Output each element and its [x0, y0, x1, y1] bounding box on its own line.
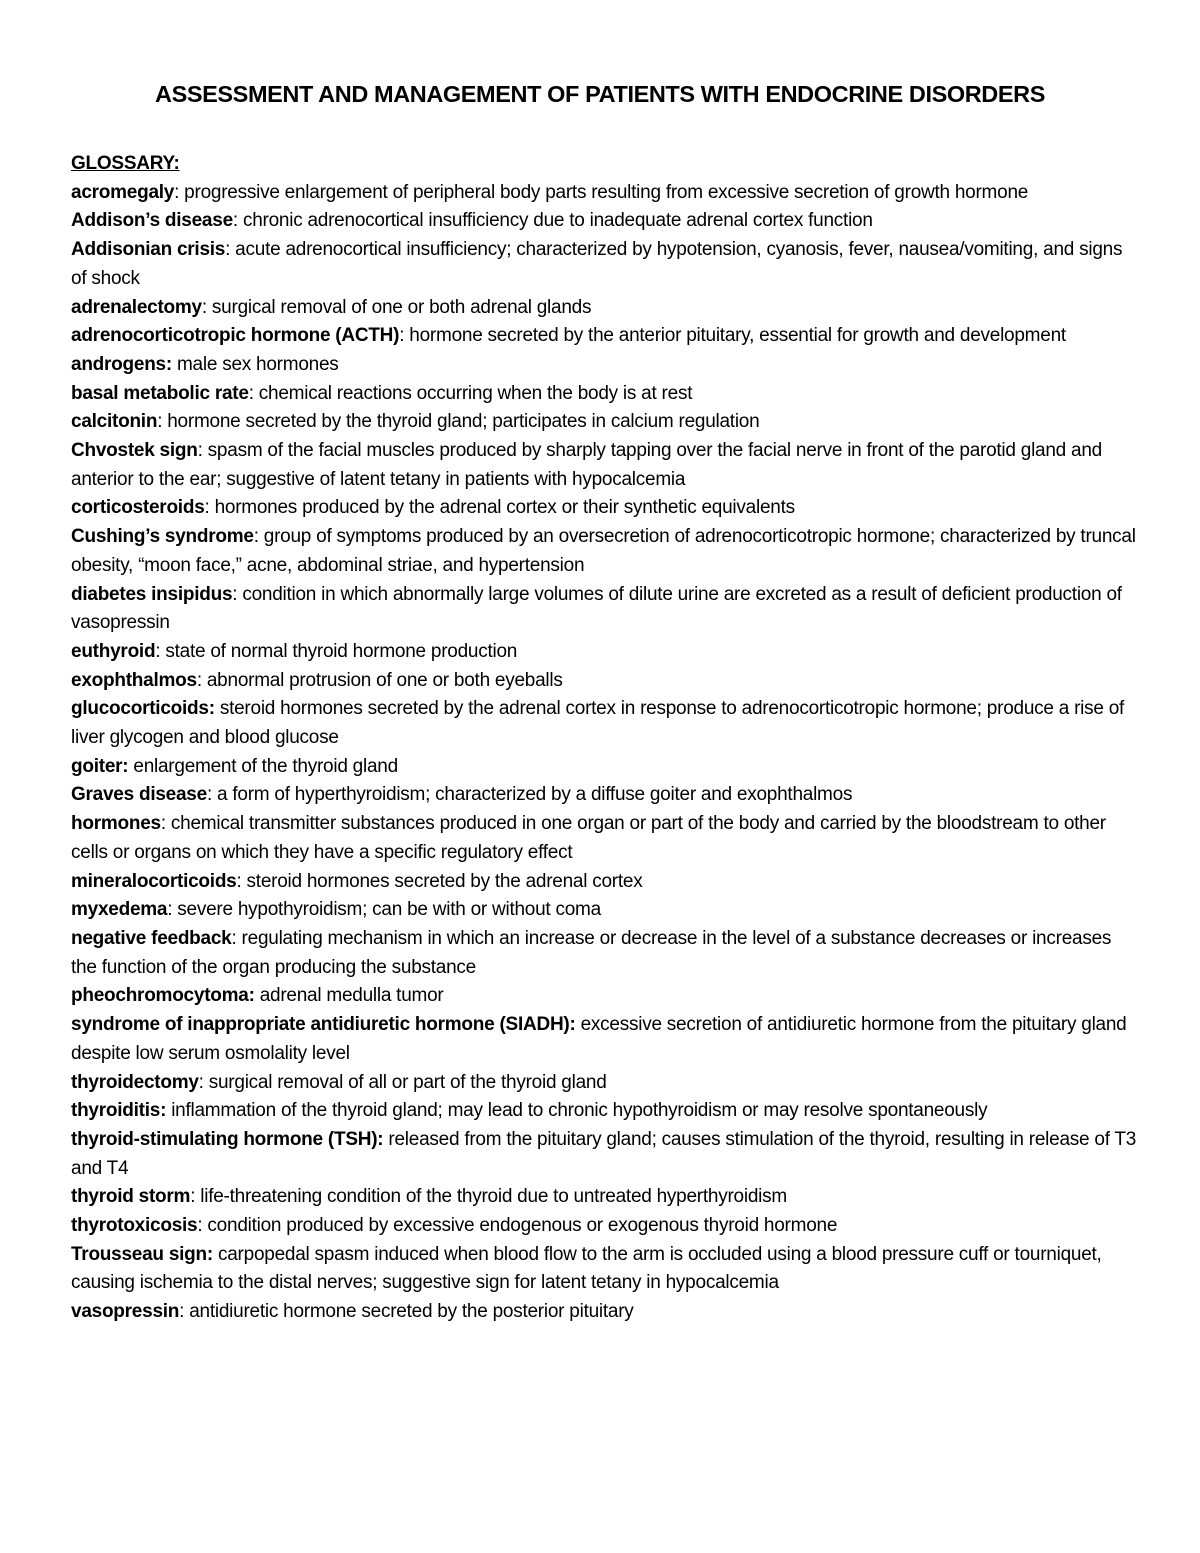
glossary-entry-thyroidectomy — [71, 1069, 1141, 1098]
glossary-definition: enlargement of the thyroid gland — [128, 755, 398, 777]
glossary-section — [71, 150, 1141, 1327]
glossary-definition: : surgical removal of one or both adrenal glands — [201, 296, 592, 318]
glossary-heading: GLOSSARY: — [71, 153, 180, 174]
glossary-definition: inflammation of the thyroid gland; may lead to chronic hypothyroidism or may resolve spontaneously — [166, 1100, 988, 1122]
glossary-term: thyroidectomy — [71, 1071, 199, 1093]
glossary-term: vasopressin — [71, 1301, 180, 1323]
glossary-definition: : chemical transmitter substances produced in one organ or part of the body and carried by the bloodstream to other cells or organs on which they have a specific regulatory effect — [71, 813, 1106, 863]
glossary-term: corticosteroids — [71, 497, 205, 519]
glossary-definition: steroid hormones secreted by the adrenal cortex in response to adrenocorticotropic hormone; produce a rise of liver glycogen and blood glucose — [71, 698, 1125, 749]
glossary-entry-diabetes-insipidus — [71, 581, 1141, 638]
glossary-term: negative feedback — [71, 927, 232, 949]
glossary-term: calcitonin — [71, 411, 158, 433]
glossary-entry-pheochromocytoma — [71, 982, 1141, 1011]
glossary-entry-adrenalectomy — [71, 294, 1141, 323]
glossary-definition: : progressive enlargement of peripheral body parts resulting from excessive secretion of growth hormone — [174, 181, 1029, 203]
glossary-definition: : chronic adrenocortical insufficiency due to inadequate adrenal cortex function — [232, 210, 873, 232]
document-title: ASSESSMENT AND MANAGEMENT OF PATIENTS WITH ENDOCRINE DISORDERS — [155, 81, 1045, 107]
glossary-term: Chvostek sign — [71, 440, 198, 462]
glossary-term: euthyroid — [71, 640, 156, 662]
glossary-term: exophthalmos — [71, 669, 197, 691]
glossary-entry-hormones — [71, 810, 1141, 867]
glossary-term: adrenocorticotropic hormone (ACTH) — [71, 325, 400, 347]
glossary-definition: : spasm of the facial muscles produced by sharply tapping over the facial nerve in front of the parotid gland and anterior to the ear; suggestive of latent tetany in patients with hypocalcemia — [71, 440, 1102, 490]
glossary-definition: : hormone secreted by the anterior pituitary, essential for growth and development — [399, 325, 1066, 347]
glossary-definition: : condition in which abnormally large volumes of dilute urine are excreted as a result of deficient production of vasopressin — [71, 583, 1122, 634]
glossary-entry-thyrotoxicosis — [71, 1212, 1141, 1241]
glossary-entry-trousseau-sign — [71, 1241, 1141, 1298]
glossary-entry-myxedema — [71, 896, 1141, 925]
glossary-entry-thyroiditis — [71, 1097, 1141, 1126]
glossary-definition: : condition produced by excessive endogenous or exogenous thyroid hormone — [197, 1215, 838, 1237]
glossary-term: glucocorticoids: — [71, 698, 215, 720]
glossary-entry-goiter — [71, 753, 1141, 782]
glossary-definition: : antidiuretic hormone secreted by the posterior pituitary — [179, 1301, 634, 1323]
glossary-term: Graves disease — [71, 784, 207, 806]
glossary-entry-graves-disease — [71, 781, 1141, 810]
glossary-definition: : chemical reactions occurring when the body is at rest — [248, 382, 693, 404]
glossary-definition: : hormone secreted by the thyroid gland; participates in calcium regulation — [157, 411, 760, 433]
glossary-term: Addison’s disease — [71, 210, 233, 232]
glossary-term: Cushing’s syndrome — [71, 526, 254, 548]
glossary-definition: male sex hormones — [171, 353, 339, 375]
glossary-term: thyrotoxicosis — [71, 1215, 198, 1237]
glossary-definition: : abnormal protrusion of one or both eyeballs — [196, 669, 563, 691]
glossary-definition: : life-threatening condition of the thyroid due to untreated hyperthyroidism — [190, 1186, 787, 1208]
glossary-definition: excessive secretion of antidiuretic hormone from the pituitary gland despite low serum osmolality level — [71, 1014, 1127, 1064]
glossary-term: hormones — [71, 813, 161, 835]
glossary-entry-mineralocorticoids — [71, 868, 1141, 897]
glossary-term: acromegaly — [71, 181, 175, 203]
glossary-term: pheochromocytoma: — [71, 985, 255, 1007]
glossary-entry-negative-feedback — [71, 925, 1141, 982]
glossary-entry-corticosteroids — [71, 494, 1141, 523]
glossary-entry-siadh — [71, 1011, 1141, 1068]
glossary-entry-vasopressin — [71, 1298, 1141, 1327]
glossary-term: adrenalectomy — [71, 296, 202, 318]
glossary-entry-tsh — [71, 1126, 1141, 1183]
glossary-term: Trousseau sign: — [71, 1243, 213, 1265]
glossary-entry-glucocorticoids — [71, 695, 1141, 752]
glossary-term: basal metabolic rate — [71, 382, 249, 404]
glossary-term: mineralocorticoids — [71, 870, 237, 892]
glossary-term: thyroid-stimulating hormone (TSH): — [71, 1128, 384, 1150]
glossary-entry-euthyroid — [71, 638, 1141, 667]
glossary-entry-addisonian-crisis — [71, 236, 1141, 293]
glossary-entry-thyroid-storm — [71, 1183, 1141, 1212]
glossary-entry-addisons-disease — [71, 207, 1141, 236]
glossary-entry-acromegaly — [71, 179, 1141, 208]
glossary-definition: : hormones produced by the adrenal cortex or their synthetic equivalents — [204, 497, 795, 519]
glossary-term: androgens: — [71, 353, 172, 375]
glossary-definition: : a form of hyperthyroidism; characterized by a diffuse goiter and exophthalmos — [206, 784, 853, 806]
glossary-definition: : acute adrenocortical insufficiency; characterized by hypotension, cyanosis, fever, nausea/vomiting, and signs of shock — [71, 239, 1123, 289]
glossary-term: Addisonian crisis — [71, 239, 226, 261]
glossary-term: goiter: — [71, 755, 129, 777]
glossary-entry-cushings-syndrome — [71, 523, 1141, 580]
glossary-term: diabetes insipidus — [71, 583, 233, 605]
glossary-definition: : regulating mechanism in which an increase or decrease in the level of a substance decreases or increases the function of the organ producing the substance — [71, 927, 1112, 978]
glossary-entry-basal-metabolic-rate — [71, 380, 1141, 409]
glossary-term: myxedema — [71, 899, 168, 921]
glossary-entry-acth — [71, 322, 1141, 351]
glossary-term: thyroiditis: — [71, 1100, 167, 1122]
glossary-definition: adrenal medulla tumor — [254, 985, 444, 1007]
glossary-definition: : state of normal thyroid hormone production — [155, 640, 518, 662]
glossary-definition: : steroid hormones secreted by the adrenal cortex — [236, 870, 643, 892]
glossary-term: thyroid storm — [71, 1186, 191, 1208]
glossary-term: syndrome of inappropriate antidiuretic hormone (SIADH): — [71, 1014, 576, 1036]
glossary-definition: : surgical removal of all or part of the thyroid gland — [198, 1071, 607, 1093]
glossary-definition: : group of symptoms produced by an oversecretion of adrenocorticotropic hormone; characterized by truncal obesity, “moon face,” acne, abdominal striae, and hypertension — [71, 526, 1136, 576]
glossary-entry-chvostek-sign — [71, 437, 1141, 494]
glossary-entry-calcitonin — [71, 408, 1141, 437]
glossary-entry-androgens — [71, 351, 1141, 380]
glossary-definition: : severe hypothyroidism; can be with or without coma — [167, 899, 601, 921]
glossary-definition: released from the pituitary gland; causes stimulation of the thyroid, resulting in release of T3 and T4 — [71, 1128, 1137, 1179]
glossary-definition: carpopedal spasm induced when blood flow to the arm is occluded using a blood pressure cuff or tourniquet, causing ischemia to the distal nerves; suggestive sign for latent tetany in hypocalcemia — [71, 1243, 1102, 1294]
glossary-entry-exophthalmos — [71, 667, 1141, 696]
